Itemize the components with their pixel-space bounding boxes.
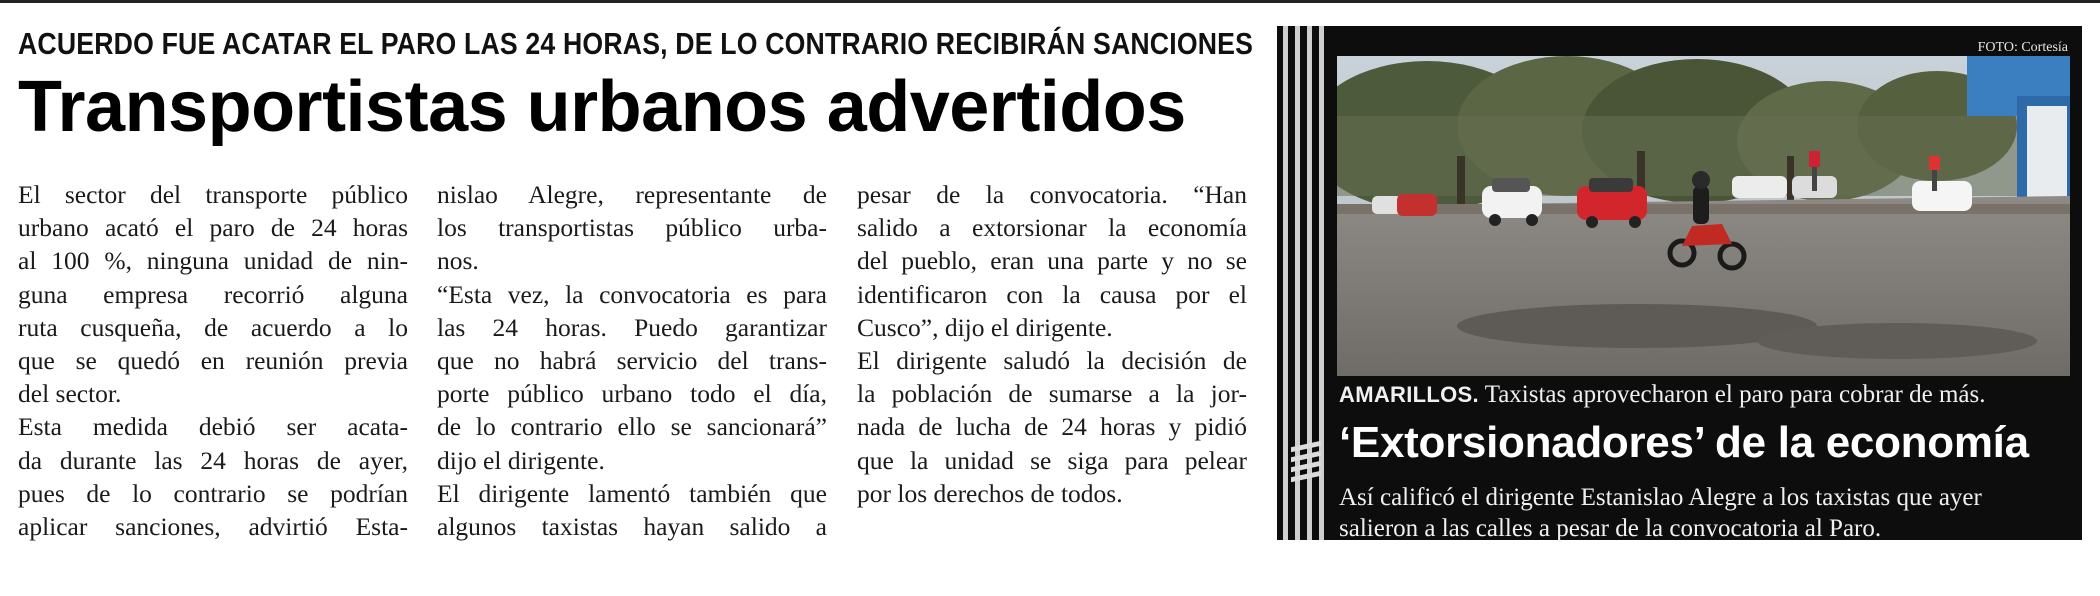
column-line: del sector. (18, 379, 122, 409)
headline: Transportistas urbanos advertidos (18, 67, 1186, 147)
column-line: urbano acató el paro de 24 horas (18, 213, 408, 243)
column-line: pesar de la convocatoria. “Han (857, 180, 1247, 209)
sidebar-title: ‘Extorsionadores’ de la economía (1339, 418, 2029, 467)
sidebar-body-line: Así calificó el dirigente Estanislao Alegre a los taxistas que ayer (1339, 484, 1982, 511)
column-line: del pueblo, eran una parte y no se (857, 246, 1247, 276)
column-line: aplicar sanciones, advirtió Esta- (18, 512, 408, 542)
column-line: que no habrá servicio del trans- (437, 346, 827, 376)
column-line: da durante las 24 horas de ayer, (18, 445, 408, 475)
column-line: la población de sumarse a la jor- (857, 379, 1247, 409)
caption-text: Taxistas aprovecharon el paro para cobrar de más. (1478, 381, 1986, 408)
sidebar-box (1277, 26, 2082, 540)
column-line: al 100 %, ninguna unidad de nin- (18, 246, 408, 276)
sidebar-body (1339, 482, 2069, 544)
column-line: Cusco”, dijo el dirigente. (857, 312, 1113, 342)
column-line: pues de lo contrario se podrían (18, 478, 408, 508)
column-line: guna empresa recorrió alguna (18, 279, 408, 309)
kicker: ACUERDO FUE ACATAR EL PARO LAS 24 HORAS, DE LO CONTRARIO RECIBIRÁN SANCIONES (18, 26, 1254, 61)
photo-caption (1339, 381, 1985, 409)
column-line: El dirigente saludó la decisión de (857, 346, 1247, 376)
article-column-1 (18, 178, 408, 543)
column-line: salido a extorsionar la economía (857, 213, 1247, 243)
column-line: de lo contrario ello se sancionará” (437, 412, 827, 442)
article-column-2 (437, 178, 827, 543)
column-line: El sector del transporte público (18, 180, 408, 209)
column-line: ruta cusqueña, de acuerdo a lo (18, 312, 408, 342)
column-line: Esta medida debió ser acata- (18, 412, 408, 442)
column-line: las 24 horas. Puedo garantizar (437, 312, 827, 342)
stripe (1283, 26, 1288, 540)
column-line: nislao Alegre, representante de (437, 180, 827, 209)
column-line: que la unidad se siga para pelear (857, 445, 1247, 475)
column-line: nos. (437, 246, 479, 276)
lines-icon (1291, 444, 1321, 484)
column-line: nada de lucha de 24 horas y pidió (857, 412, 1247, 442)
column-line: dijo el dirigente. (437, 445, 605, 475)
photo-credit: FOTO: Cortesía (1977, 40, 2068, 55)
column-line: El dirigente lamentó también que (437, 478, 827, 508)
column-line: porte público urbano todo el día, (437, 379, 827, 409)
column-line: identificaron con la causa por el (857, 279, 1247, 309)
column-line: “Esta vez, la convocatoria es para (437, 279, 827, 309)
column-line: algunos taxistas hayan salido a (437, 512, 827, 542)
sidebar-body-line: salieron a las calles a pesar de la convocatoria al Paro. (1339, 515, 1882, 542)
article-column-3 (857, 178, 1247, 510)
column-line: los transportistas público urba- (437, 213, 827, 243)
top-rule (0, 0, 2100, 3)
column-line: por los derechos de todos. (857, 478, 1123, 508)
street-photo (1337, 56, 2070, 376)
column-line: que se quedó en reunión previa (18, 346, 408, 376)
caption-lead: AMARILLOS. (1339, 382, 1479, 407)
